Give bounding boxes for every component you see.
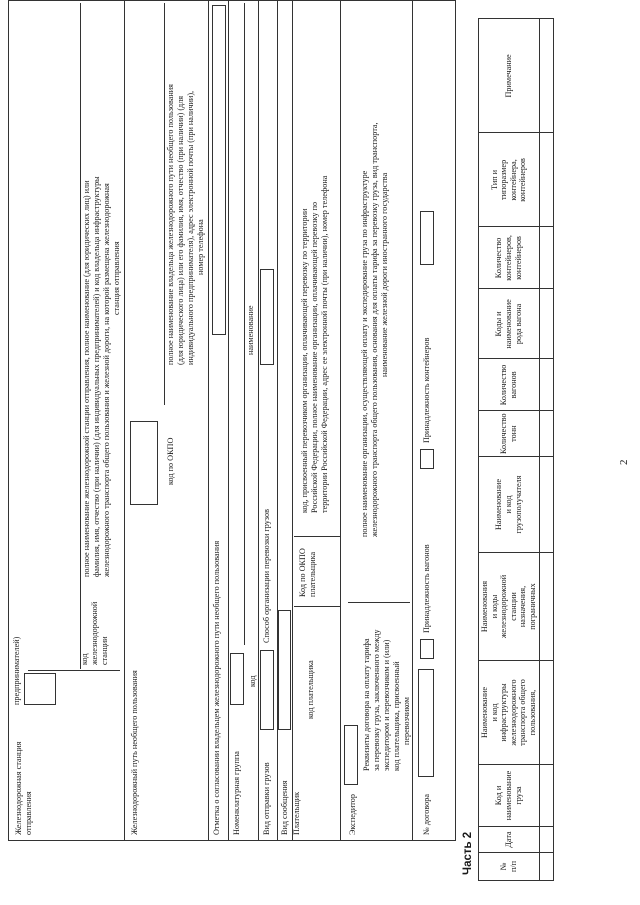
row-separator-8 (412, 0, 413, 841)
row-separator-1 (124, 0, 125, 841)
dispatch-method-box[interactable] (260, 269, 274, 365)
col-cargo-code-line3: груза (513, 786, 523, 805)
col-infrastructure-line4: железнодорожного (508, 679, 518, 746)
frame-left-line (8, 840, 455, 841)
col-destination-station-header (479, 553, 540, 661)
payer-desc-line1: код, присвоенный перевозчиком организации, оплачивающей перевозку по территории (300, 208, 309, 513)
col-containers-line1: Количество (494, 237, 504, 279)
nomenclature-name-label: наименование (246, 305, 255, 355)
private-track-desc-line2: (для юридического лица) или его фамилия, имя, отчество (при наличии) (для (176, 95, 185, 365)
col-infrastructure-line1: Наименование (480, 687, 489, 739)
payer-label: Плательщик (292, 791, 301, 835)
row-separator-3 (228, 0, 229, 841)
station-desc-line4: станция отправления (112, 241, 121, 315)
col-date-line1: Дата (503, 831, 513, 848)
forwarder-desc-line2: железнодорожного транспорта общего пользования, основания для оплаты тарифа за перевозку груза, вид транспорта, (370, 122, 379, 537)
forwarder-req-line2: за перевозку груза, заключенного между (372, 629, 381, 771)
container-ownership-box[interactable] (420, 449, 434, 469)
nomenclature-code-label: код (248, 675, 257, 687)
payer-code-label: код плательщика (306, 660, 315, 719)
station-label-line2: отправления (24, 791, 33, 835)
col-destination-line5: назначения, (518, 585, 528, 628)
forwarder-req-line3: экспедитором и перевозчиком и (или) (382, 639, 391, 771)
part2-header-row (479, 19, 540, 881)
forwarder-req-line4: код плательщика, присвоенный (392, 661, 401, 771)
col-tons-line2: тонн (508, 425, 518, 442)
frame-top-line (8, 0, 9, 841)
station-desc-line1: полное наименование железнодорожной станции отправления, полное наименование (для юридических лиц) или (82, 180, 91, 577)
table-cell[interactable] (539, 359, 553, 411)
col-infrastructure-line2: и код (489, 703, 499, 722)
station-code-line3: станции (100, 636, 109, 665)
table-cell[interactable] (539, 227, 553, 289)
private-track-okpo-label: код по ОКПО (166, 437, 175, 485)
private-track-label: Железнодорожный путь необщего пользования (130, 670, 139, 835)
col-destination-line3: железнодорожной (499, 574, 509, 639)
col-infrastructure-line5: транспорта общего (518, 679, 528, 746)
station-code-line2: железнодорожной (90, 601, 99, 665)
table-cell[interactable] (539, 133, 553, 227)
table-cell[interactable] (539, 289, 553, 359)
col-note-line1: Примечание (503, 54, 513, 98)
forwarder-req-line5: перевозчиком (402, 697, 411, 745)
row-separator-6 (292, 0, 293, 841)
dispatch-type-label: Вид отправки грузов (262, 762, 271, 835)
payer-divider-2 (294, 536, 340, 537)
nomenclature-code-box[interactable] (230, 653, 244, 705)
col-container-type-line1: Тип и (489, 169, 499, 190)
col-destination-line2: и коды (489, 594, 499, 619)
payer-desc-line3: территории Российской Федерации, адрес ее электронной почты (при наличии), номер телефона (320, 175, 329, 513)
row-separator-2 (208, 0, 209, 841)
col-wagons-line1: Количество (499, 364, 509, 406)
payer-okpo-line2: плательщика (308, 551, 317, 597)
table-cell[interactable] (539, 457, 553, 553)
col-container-type-line3: контейнера, (508, 159, 518, 201)
col-wagon-kind-line2: наименование (503, 299, 513, 349)
col-consignee-line1: Наименование (494, 479, 504, 531)
col-cargo-code-header (479, 765, 540, 827)
table-cell[interactable] (539, 853, 553, 881)
frame-right-line (8, 0, 455, 1)
forwarder-divider (348, 602, 410, 603)
col-infrastructure-header (479, 661, 540, 765)
col-wagons-line2: вагонов (508, 371, 518, 399)
container-ownership-label: Принадлежность контейнеров (422, 337, 431, 443)
table-cell[interactable] (539, 661, 553, 765)
forwarder-label: Экспедитор (348, 794, 357, 835)
col-containers-line2: контейнеров, (503, 235, 513, 281)
private-track-desc-line3: индивидуального предпринимателя), адрес электронной почты (при наличии), (186, 90, 195, 365)
col-container-type-header (479, 133, 540, 227)
col-note-header (479, 19, 540, 133)
col-tons-header (479, 411, 540, 457)
private-track-desc-line1: полное наименование владельца железнодорожного пути необщего пользования (166, 84, 175, 365)
table-cell[interactable] (539, 765, 553, 827)
message-type-box[interactable] (278, 610, 291, 730)
table-cell[interactable] (539, 19, 553, 133)
station-code-box[interactable] (24, 673, 56, 705)
col-wagon-kind-line3: рода вагона (513, 303, 523, 345)
col-consignee-header (479, 457, 540, 553)
approval-label: Отметка о согласовании владельцем железнодорожного пути необщего пользования (212, 540, 221, 835)
col-consignee-line3: грузополучателя (513, 475, 523, 534)
page-number: 2 (618, 459, 630, 465)
col-cargo-code-line1: Код и (494, 785, 504, 806)
row-separator-4 (258, 0, 259, 841)
contract-number-box[interactable] (418, 669, 434, 777)
table-cell[interactable] (539, 411, 553, 457)
col-infrastructure-line6: пользования, (527, 689, 537, 736)
forwarder-req-line1: Реквизиты договора на оплату тарифа (362, 638, 371, 771)
col-wagon-kind-header (479, 289, 540, 359)
station-suffix: предпринимателей) (12, 636, 21, 705)
nomenclature-label: Номенклатурная группа (232, 751, 241, 835)
approval-input-box[interactable] (212, 5, 226, 335)
row-separator-7 (340, 0, 341, 841)
station-code-line1: код (80, 653, 89, 665)
dispatch-type-box[interactable] (260, 650, 274, 730)
private-track-okpo-box[interactable] (130, 421, 158, 505)
contract-number-label: № договора (422, 794, 431, 835)
private-track-desc-line (164, 3, 165, 405)
part2-table (478, 18, 554, 881)
col-containers-header (479, 227, 540, 289)
part2-title: Часть 2 (462, 831, 474, 875)
nomenclature-name-line (244, 3, 245, 645)
private-track-desc-line4: номер телефона (196, 219, 205, 275)
col-destination-line1: Наименования (480, 580, 489, 633)
col-destination-line4: станции (508, 592, 518, 621)
wagon-ownership-box[interactable] (420, 639, 434, 659)
col-infrastructure-line3: инфраструктуры (499, 683, 509, 742)
station-desc-line2: фамилия, имя, отчество (при наличии) (для индивидуальных предпринимателей) и код владельца инфраструктуры (92, 176, 101, 577)
col-date-header (479, 827, 540, 853)
station-divider (28, 670, 120, 671)
col-containers-line3: контейнеров (513, 236, 523, 280)
message-type-label: Вид сообщения (280, 780, 289, 835)
col-destination-line6: пограничных (527, 583, 537, 630)
col-number-line2: п/п (508, 860, 518, 873)
frame-bottom-line (455, 0, 456, 841)
forwarder-desc-line3: наименование железной дороги иностранного государства (380, 172, 389, 377)
part2-table-row (539, 19, 553, 881)
col-number-line1: № (499, 862, 509, 871)
station-label-line1: Железнодорожная станция (14, 741, 23, 835)
payer-okpo-line1: Код по ОКПО (298, 548, 307, 597)
station-desc-line3: железнодорожного транспорта общего пользования и железной дороги, на которой размещена железнодорожная (102, 183, 111, 577)
col-cargo-code-line2: наименование (503, 770, 513, 821)
container-ownership-input[interactable] (420, 211, 434, 265)
col-number-header (479, 853, 540, 881)
payer-desc-line2: Российской Федерации, полное наименование организации, оплачивающей перевозку по (310, 201, 319, 513)
forwarder-box[interactable] (344, 725, 358, 785)
payer-divider-1 (294, 606, 340, 607)
table-cell[interactable] (539, 553, 553, 661)
col-consignee-line2: и код (503, 495, 513, 514)
dispatch-method-label: Способ организации перевозки грузов (262, 509, 271, 643)
col-container-type-line2: типоразмер (499, 159, 509, 201)
col-container-type-line4: контейнеров (518, 158, 528, 202)
station-desc-line (80, 3, 81, 669)
col-wagon-kind-line1: Коды и (494, 311, 504, 337)
table-cell[interactable] (539, 827, 553, 853)
col-tons-line1: Количество (499, 413, 509, 454)
wagon-ownership-label: Принадлежность вагонов (422, 544, 431, 633)
col-wagons-header (479, 359, 540, 411)
forwarder-desc-line1: полное наименование организации, осуществляющей оплату и экспедирование груза по инфраструктуре (360, 170, 369, 537)
